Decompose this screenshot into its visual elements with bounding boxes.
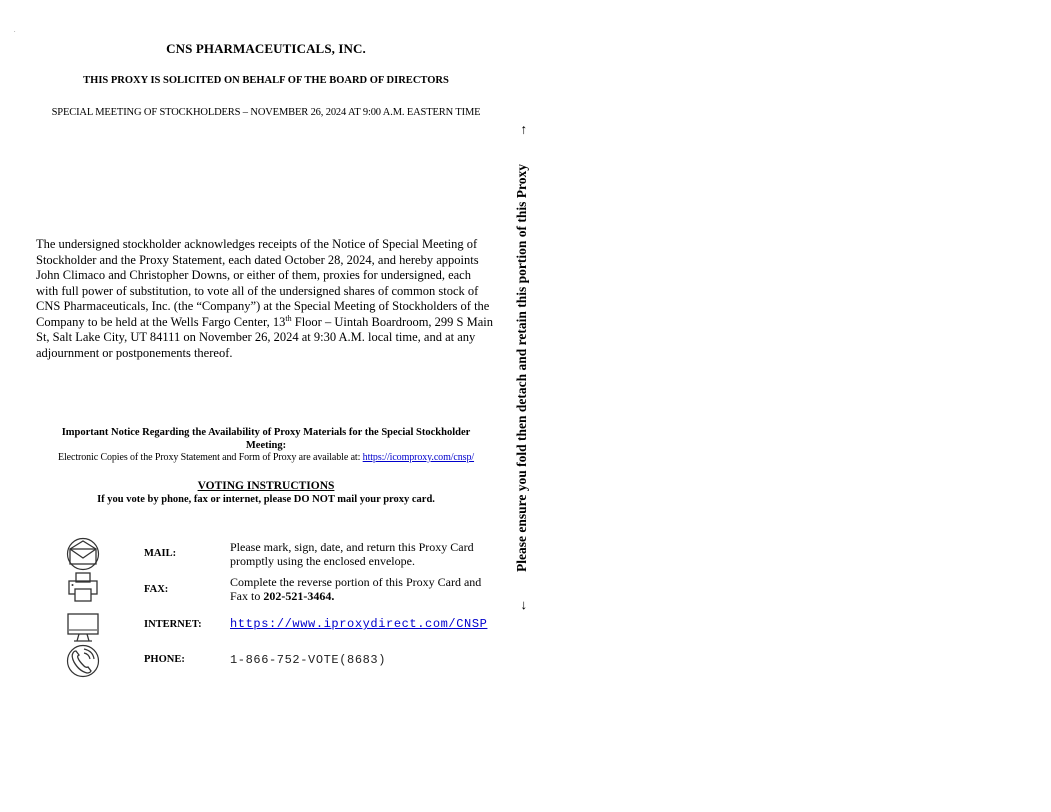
body-superscript: th: [285, 313, 292, 323]
fax-instructions: [230, 575, 500, 603]
voting-method-fax: [60, 573, 500, 607]
internet-label: INTERNET:: [144, 619, 202, 630]
detach-text: Please ensure you fold then detach and retain this portion of this Proxy: [514, 163, 529, 573]
fax-text: Complete the reverse portion of this Proxy Card and Fax to: [230, 575, 482, 603]
voting-instructions-title: VOTING INSTRUCTIONS: [197, 480, 335, 492]
corner-mark: .: [14, 28, 16, 34]
notice-title: Important Notice Regarding the Availability of Proxy Materials for the Special Stockholder Meeting:: [61, 427, 471, 451]
voting-method-mail: [60, 537, 500, 571]
solicitation-heading: THIS PROXY IS SOLICITED ON BEHALF OF THE BOARD OF DIRECTORS: [83, 75, 449, 86]
arrow-right-icon: →: [514, 123, 529, 137]
notice-line: [30, 452, 502, 463]
voting-method-internet: [60, 610, 500, 644]
proxy-materials-link[interactable]: https://icomproxy.com/cnsp/: [362, 452, 475, 463]
voting-website-link[interactable]: https://www.iproxydirect.com/CNSP: [230, 617, 488, 631]
body-text-part1: The undersigned stockholder acknowledges receipts of the Notice of Special Meeting of Stockholder and the Proxy Statement, each dated October 28, 2024, and hereby appoints John Climaco and Christopher Downs, or either of them, proxies for undersigned, each with full power of substitution, to vote all of the undersigned shares of common stock of CNS Pharmaceuticals, Inc. (the “Company”) at the Special Meeting of Stockholders of the Company to be held at the Wells Fargo Center, 13: [36, 237, 490, 329]
computer-icon: [66, 611, 100, 645]
notice-text: Electronic Copies of the Proxy Statement and Form of Proxy are available at:: [57, 452, 363, 463]
phone-label: PHONE:: [144, 654, 185, 665]
voting-instructions-subtitle: If you vote by phone, fax or internet, please DO NOT mail your proxy card.: [97, 494, 435, 505]
proxy-body-paragraph: [36, 237, 496, 361]
meeting-heading: SPECIAL MEETING OF STOCKHOLDERS – NOVEMBER 26, 2024 AT 9:00 A.M. EASTERN TIME: [51, 107, 481, 118]
phone-number: 1-866-752-VOTE(8683): [230, 653, 387, 667]
mail-instructions: Please mark, sign, date, and return this Proxy Card promptly using the enclosed envelope.: [230, 540, 474, 568]
mail-label: MAIL:: [144, 548, 177, 559]
detach-instruction: [511, 122, 533, 614]
fax-label: FAX:: [144, 584, 169, 595]
fax-icon: [66, 571, 100, 605]
voting-method-phone: [60, 644, 500, 678]
arrow-left-icon: ←: [514, 599, 529, 613]
phone-icon: [66, 644, 100, 678]
body-text-part2: Floor – Uintah Boardroom, 299 S Main St, Salt Lake City, UT 84111 on November 26, 2024 at 9:30 A.M. local time, and at any adjournment or postponements thereof.: [36, 314, 494, 360]
envelope-icon: [66, 537, 100, 571]
fax-number: 202-521-3464.: [263, 589, 335, 603]
company-name: CNS PHARMACEUTICALS, INC.: [166, 41, 366, 56]
